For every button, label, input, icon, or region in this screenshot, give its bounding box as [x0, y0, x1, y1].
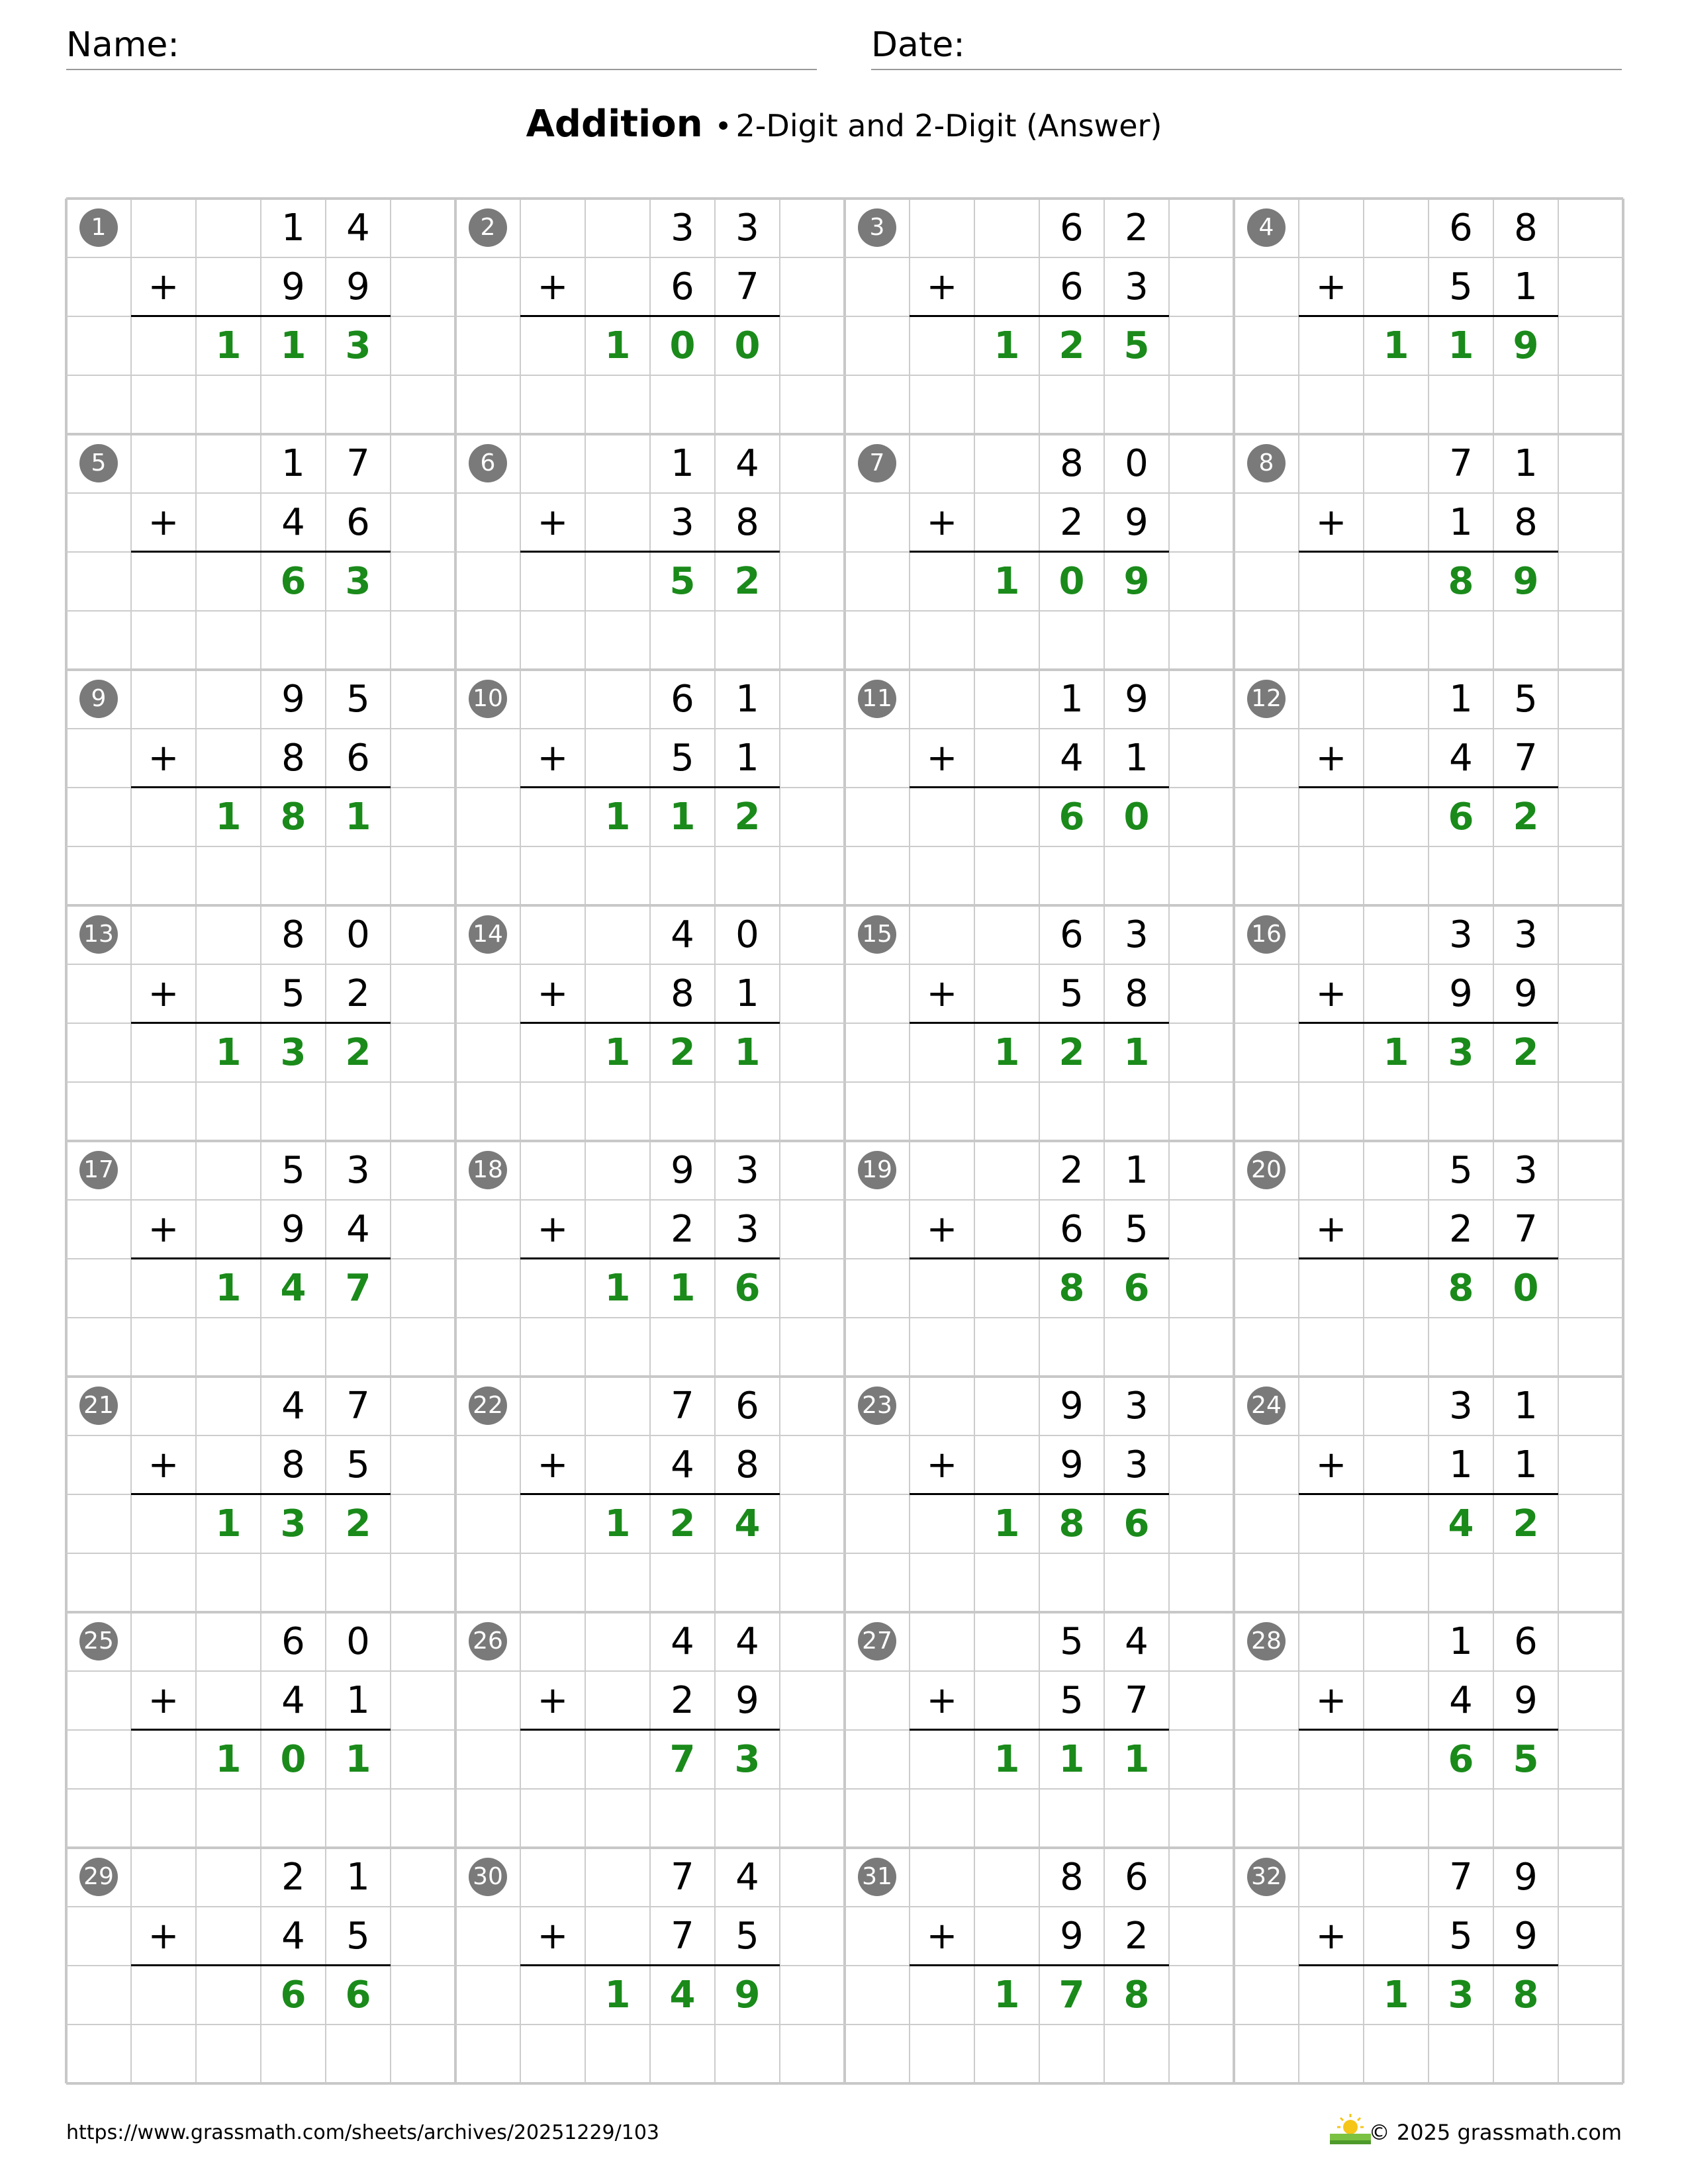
addend-bottom-digit: 9: [281, 265, 305, 308]
addend-bottom-digit: 3: [671, 501, 694, 544]
problem-number-badge: 15: [858, 915, 896, 954]
addend-top-digit: 4: [671, 1620, 694, 1663]
plus-sign: +: [926, 501, 958, 544]
answer-digit: 1: [604, 324, 631, 367]
answer-digit: 6: [280, 1974, 306, 2017]
addend-bottom-digit: 1: [735, 737, 759, 780]
addend-top-digit: 0: [346, 1620, 370, 1663]
plus-sign: +: [1315, 1679, 1347, 1722]
addend-top-digit: 6: [671, 678, 694, 721]
problem-number-badge: 11: [858, 680, 896, 718]
problem-number-badge: 7: [858, 444, 896, 482]
title-bullet: •: [714, 110, 732, 144]
footer-url[interactable]: https://www.grassmath.com/sheets/archives/20251229/103: [66, 2121, 660, 2144]
addend-top-digit: 1: [1449, 678, 1473, 721]
addend-top-digit: 1: [346, 1856, 370, 1899]
addend-bottom-digit: 9: [735, 1679, 759, 1722]
addend-top-digit: 6: [1125, 1856, 1149, 1899]
addend-top-digit: 3: [735, 1149, 759, 1192]
date-label: Date:: [871, 25, 965, 65]
answer-digit: 1: [215, 1267, 242, 1310]
problem-number-badge: 1: [79, 208, 118, 247]
plus-sign: +: [1315, 737, 1347, 780]
name-label: Name:: [66, 25, 179, 65]
addend-bottom-digit: 9: [1514, 1679, 1538, 1722]
answer-digit: 6: [1123, 1267, 1150, 1310]
addend-top-digit: 5: [346, 678, 370, 721]
addend-bottom-digit: 1: [346, 1679, 370, 1722]
addend-top-digit: 3: [1514, 1149, 1538, 1192]
problem-number-badge: 29: [79, 1858, 118, 1896]
answer-digit: 3: [1448, 1974, 1474, 2017]
answer-digit: 2: [669, 1502, 696, 1545]
answer-digit: 2: [734, 796, 761, 839]
addend-top-digit: 1: [281, 442, 305, 485]
addend-top-digit: 3: [671, 206, 694, 250]
problem-number-badge: 22: [469, 1387, 507, 1425]
addend-top-digit: 1: [281, 206, 305, 250]
addend-top-digit: 2: [1125, 206, 1149, 250]
addend-bottom-digit: 6: [1060, 1208, 1084, 1251]
plus-sign: +: [1315, 1443, 1347, 1486]
addend-bottom-digit: 8: [735, 1443, 759, 1486]
problem-number-badge: 17: [79, 1151, 118, 1189]
addend-top-digit: 5: [1514, 678, 1538, 721]
answer-digit: 1: [1383, 1974, 1409, 2017]
addend-bottom-digit: 9: [281, 1208, 305, 1251]
addend-bottom-digit: 6: [671, 265, 694, 308]
answer-digit: 5: [669, 560, 696, 603]
answer-digit: 1: [604, 1267, 631, 1310]
addend-bottom-digit: 1: [1514, 1443, 1538, 1486]
answer-digit: 8: [1513, 1974, 1539, 2017]
addend-bottom-digit: 8: [281, 1443, 305, 1486]
answer-digit: 1: [734, 1031, 761, 1074]
addend-bottom-digit: 4: [1060, 737, 1084, 780]
answer-digit: 1: [1058, 1738, 1085, 1781]
answer-digit: 3: [1448, 1031, 1474, 1074]
addend-bottom-digit: 5: [1125, 1208, 1149, 1251]
answer-digit: 0: [669, 324, 696, 367]
answer-digit: 2: [669, 1031, 696, 1074]
answer-digit: 1: [215, 1738, 242, 1781]
problem-number-badge: 21: [79, 1387, 118, 1425]
addend-bottom-digit: 1: [735, 972, 759, 1015]
plus-sign: +: [926, 972, 958, 1015]
problem-number-badge: 19: [858, 1151, 896, 1189]
addend-bottom-digit: 5: [735, 1915, 759, 1958]
addend-top-digit: 0: [735, 913, 759, 956]
answer-digit: 2: [1058, 1031, 1085, 1074]
answer-digit: 7: [345, 1267, 371, 1310]
problem-number-badge: 25: [79, 1622, 118, 1661]
answer-digit: 5: [1123, 324, 1150, 367]
answer-digit: 4: [280, 1267, 306, 1310]
plus-sign: +: [926, 1208, 958, 1251]
answer-digit: 8: [1058, 1267, 1085, 1310]
addend-bottom-digit: 1: [1449, 1443, 1473, 1486]
plus-sign: +: [537, 265, 569, 308]
answer-digit: 8: [1058, 1502, 1085, 1545]
addend-top-digit: 4: [671, 913, 694, 956]
addend-bottom-digit: 7: [1514, 1208, 1538, 1251]
addend-bottom-digit: 2: [671, 1208, 694, 1251]
answer-digit: 2: [1513, 1502, 1539, 1545]
addend-top-digit: 9: [671, 1149, 694, 1192]
plus-sign: +: [926, 1443, 958, 1486]
addend-bottom-digit: 5: [671, 737, 694, 780]
addend-top-digit: 4: [346, 206, 370, 250]
answer-digit: 1: [604, 796, 631, 839]
answer-digit: 7: [1058, 1974, 1085, 2017]
answer-digit: 1: [215, 796, 242, 839]
answer-digit: 9: [734, 1974, 761, 2017]
answer-digit: 8: [1448, 560, 1474, 603]
addend-top-digit: 3: [735, 206, 759, 250]
addend-bottom-digit: 8: [735, 501, 759, 544]
answer-digit: 1: [1383, 324, 1409, 367]
name-field[interactable]: [66, 24, 817, 70]
addend-bottom-digit: 9: [1060, 1443, 1084, 1486]
addend-top-digit: 2: [281, 1856, 305, 1899]
answer-digit: 2: [734, 560, 761, 603]
addend-bottom-digit: 5: [281, 972, 305, 1015]
addend-bottom-digit: 9: [1060, 1915, 1084, 1958]
problem-number-badge: 28: [1247, 1622, 1286, 1661]
addend-top-digit: 3: [1449, 913, 1473, 956]
addend-top-digit: 5: [281, 1149, 305, 1192]
addend-top-digit: 4: [735, 442, 759, 485]
plus-sign: +: [537, 1208, 569, 1251]
problem-number-badge: 26: [469, 1622, 507, 1661]
answer-digit: 2: [345, 1502, 371, 1545]
plus-sign: +: [926, 1679, 958, 1722]
addend-top-digit: 6: [1514, 1620, 1538, 1663]
addend-bottom-digit: 2: [346, 972, 370, 1015]
answer-digit: 6: [1448, 1738, 1474, 1781]
answer-digit: 7: [669, 1738, 696, 1781]
answer-digit: 3: [345, 560, 371, 603]
addend-bottom-digit: 4: [1449, 737, 1473, 780]
addend-top-digit: 6: [735, 1385, 759, 1428]
addend-top-digit: 4: [735, 1620, 759, 1663]
addend-top-digit: 1: [1060, 678, 1084, 721]
worksheet-title: [0, 103, 1688, 146]
plus-sign: +: [148, 501, 179, 544]
addend-bottom-digit: 7: [1514, 737, 1538, 780]
addend-bottom-digit: 2: [1125, 1915, 1149, 1958]
addend-bottom-digit: 5: [1060, 972, 1084, 1015]
answer-digit: 3: [280, 1502, 306, 1545]
addend-top-digit: 8: [281, 913, 305, 956]
addend-bottom-digit: 7: [671, 1915, 694, 1958]
addend-top-digit: 5: [1060, 1620, 1084, 1663]
addend-top-digit: 6: [281, 1620, 305, 1663]
plus-sign: +: [537, 737, 569, 780]
addend-bottom-digit: 4: [281, 501, 305, 544]
addend-top-digit: 4: [735, 1856, 759, 1899]
plus-sign: +: [1315, 972, 1347, 1015]
addend-top-digit: 6: [1060, 913, 1084, 956]
answer-digit: 4: [1448, 1502, 1474, 1545]
problem-number-badge: 8: [1247, 444, 1286, 482]
addend-top-digit: 7: [1449, 442, 1473, 485]
answer-digit: 4: [669, 1974, 696, 2017]
answer-digit: 1: [1123, 1738, 1150, 1781]
addend-bottom-digit: 1: [1125, 737, 1149, 780]
plus-sign: +: [926, 737, 958, 780]
problem-grid: [66, 199, 1623, 2083]
answer-digit: 1: [994, 1031, 1020, 1074]
answer-digit: 1: [215, 1502, 242, 1545]
answer-digit: 6: [280, 560, 306, 603]
answer-digit: 1: [994, 560, 1020, 603]
answer-digit: 2: [1513, 796, 1539, 839]
answer-digit: 6: [1448, 796, 1474, 839]
addend-top-digit: 9: [1125, 678, 1149, 721]
problem-number-badge: 18: [469, 1151, 507, 1189]
problem-number-badge: 5: [79, 444, 118, 482]
problem-number-badge: 23: [858, 1387, 896, 1425]
addend-top-digit: 4: [281, 1385, 305, 1428]
addend-top-digit: 3: [1125, 913, 1149, 956]
plus-sign: +: [148, 1915, 179, 1958]
problem-number-badge: 20: [1247, 1151, 1286, 1189]
problem-number-badge: 4: [1247, 208, 1286, 247]
answer-digit: 2: [1058, 324, 1085, 367]
answer-digit: 1: [604, 1502, 631, 1545]
plus-sign: +: [537, 1443, 569, 1486]
addend-top-digit: 7: [346, 442, 370, 485]
answer-digit: 2: [1513, 1031, 1539, 1074]
answer-digit: 9: [1513, 560, 1539, 603]
addend-top-digit: 1: [1449, 1620, 1473, 1663]
plus-sign: +: [1315, 265, 1347, 308]
answer-digit: 1: [994, 1974, 1020, 2017]
addend-top-digit: 9: [1060, 1385, 1084, 1428]
addend-bottom-digit: 5: [346, 1443, 370, 1486]
answer-digit: 4: [734, 1502, 761, 1545]
addend-bottom-digit: 4: [1449, 1679, 1473, 1722]
problem-number-badge: 3: [858, 208, 896, 247]
footer-copyright: © 2025 grassmath.com: [1368, 2120, 1622, 2145]
addend-top-digit: 1: [671, 442, 694, 485]
addend-top-digit: 1: [1514, 442, 1538, 485]
grass-sun-logo-icon: [1327, 2109, 1374, 2148]
problem-number-badge: 9: [79, 680, 118, 718]
answer-digit: 8: [1123, 1974, 1150, 2017]
addend-top-digit: 7: [1449, 1856, 1473, 1899]
problem-number-badge: 12: [1247, 680, 1286, 718]
answer-digit: 0: [1123, 796, 1150, 839]
answer-digit: 1: [1123, 1031, 1150, 1074]
answer-digit: 5: [1513, 1738, 1539, 1781]
plus-sign: +: [537, 1915, 569, 1958]
addend-bottom-digit: 5: [1449, 265, 1473, 308]
problem-number-badge: 14: [469, 915, 507, 954]
answer-digit: 1: [345, 1738, 371, 1781]
addend-top-digit: 0: [346, 913, 370, 956]
answer-digit: 1: [669, 796, 696, 839]
problem-number-badge: 2: [469, 208, 507, 247]
addend-top-digit: 7: [671, 1385, 694, 1428]
addend-bottom-digit: 8: [671, 972, 694, 1015]
addend-bottom-digit: 5: [1060, 1679, 1084, 1722]
addend-top-digit: 6: [1060, 206, 1084, 250]
problem-number-badge: 6: [469, 444, 507, 482]
addend-bottom-digit: 4: [281, 1679, 305, 1722]
addend-top-digit: 3: [346, 1149, 370, 1192]
addend-bottom-digit: 8: [1125, 972, 1149, 1015]
answer-digit: 1: [215, 1031, 242, 1074]
addend-bottom-digit: 6: [346, 737, 370, 780]
plus-sign: +: [148, 737, 179, 780]
addend-top-digit: 0: [1125, 442, 1149, 485]
problem-number-badge: 10: [469, 680, 507, 718]
addend-bottom-digit: 4: [671, 1443, 694, 1486]
addend-bottom-digit: 1: [1514, 265, 1538, 308]
plus-sign: +: [537, 501, 569, 544]
answer-digit: 1: [345, 796, 371, 839]
answer-digit: 8: [1448, 1267, 1474, 1310]
addend-bottom-digit: 6: [346, 501, 370, 544]
problem-number-badge: 13: [79, 915, 118, 954]
addend-bottom-digit: 3: [735, 1208, 759, 1251]
addend-top-digit: 9: [1514, 1856, 1538, 1899]
addend-top-digit: 1: [735, 678, 759, 721]
answer-digit: 0: [1058, 560, 1085, 603]
grid-line-horizontal: [66, 2082, 1623, 2085]
addend-bottom-digit: 2: [1449, 1208, 1473, 1251]
addend-top-digit: 7: [346, 1385, 370, 1428]
problem-number-badge: 32: [1247, 1858, 1286, 1896]
addend-top-digit: 4: [1125, 1620, 1149, 1663]
plus-sign: +: [926, 265, 958, 308]
answer-digit: 1: [994, 1738, 1020, 1781]
answer-digit: 1: [669, 1267, 696, 1310]
answer-digit: 2: [345, 1031, 371, 1074]
addend-bottom-digit: 9: [1514, 972, 1538, 1015]
title-subtitle: 2-Digit and 2-Digit (Answer): [735, 108, 1162, 144]
addend-bottom-digit: 8: [1514, 501, 1538, 544]
addend-bottom-digit: 7: [1125, 1679, 1149, 1722]
addend-bottom-digit: 1: [1449, 501, 1473, 544]
date-field[interactable]: [871, 24, 1622, 70]
addend-bottom-digit: 3: [1125, 265, 1149, 308]
answer-digit: 0: [1513, 1267, 1539, 1310]
plus-sign: +: [148, 265, 179, 308]
addend-top-digit: 1: [1125, 1149, 1149, 1192]
answer-digit: 1: [994, 324, 1020, 367]
plus-sign: +: [148, 1208, 179, 1251]
answer-digit: 9: [1513, 324, 1539, 367]
plus-sign: +: [1315, 1915, 1347, 1958]
problem-number-badge: 27: [858, 1622, 896, 1661]
answer-digit: 0: [280, 1738, 306, 1781]
addend-top-digit: 3: [1449, 1385, 1473, 1428]
addend-top-digit: 8: [1060, 1856, 1084, 1899]
addend-top-digit: 3: [1125, 1385, 1149, 1428]
answer-digit: 0: [734, 324, 761, 367]
addend-bottom-digit: 9: [1449, 972, 1473, 1015]
answer-digit: 6: [734, 1267, 761, 1310]
title-main: Addition: [526, 103, 703, 146]
addend-bottom-digit: 2: [1060, 501, 1084, 544]
addend-bottom-digit: 8: [281, 737, 305, 780]
plus-sign: +: [926, 1915, 958, 1958]
addend-top-digit: 9: [281, 678, 305, 721]
answer-digit: 3: [345, 324, 371, 367]
addend-bottom-digit: 7: [735, 265, 759, 308]
addend-top-digit: 7: [671, 1856, 694, 1899]
answer-digit: 1: [604, 1974, 631, 2017]
answer-digit: 6: [345, 1974, 371, 2017]
problem-number-badge: 16: [1247, 915, 1286, 954]
addend-bottom-digit: 4: [346, 1208, 370, 1251]
addend-top-digit: 5: [1449, 1149, 1473, 1192]
plus-sign: +: [1315, 1208, 1347, 1251]
addend-bottom-digit: 5: [346, 1915, 370, 1958]
answer-digit: 3: [734, 1738, 761, 1781]
addend-bottom-digit: 6: [1060, 265, 1084, 308]
plus-sign: +: [537, 1679, 569, 1722]
addend-bottom-digit: 9: [346, 265, 370, 308]
answer-digit: 1: [1448, 324, 1474, 367]
addend-bottom-digit: 9: [1514, 1915, 1538, 1958]
answer-digit: 6: [1058, 796, 1085, 839]
answer-digit: 1: [215, 324, 242, 367]
addend-bottom-digit: 9: [1125, 501, 1149, 544]
addend-bottom-digit: 3: [1125, 1443, 1149, 1486]
plus-sign: +: [148, 972, 179, 1015]
problem-number-badge: 31: [858, 1858, 896, 1896]
addend-top-digit: 8: [1060, 442, 1084, 485]
answer-digit: 9: [1123, 560, 1150, 603]
answer-digit: 1: [994, 1502, 1020, 1545]
addend-bottom-digit: 5: [1449, 1915, 1473, 1958]
answer-digit: 3: [280, 1031, 306, 1074]
addend-top-digit: 6: [1449, 206, 1473, 250]
addend-bottom-digit: 4: [281, 1915, 305, 1958]
plus-sign: +: [537, 972, 569, 1015]
plus-sign: +: [148, 1679, 179, 1722]
problem-number-badge: 30: [469, 1858, 507, 1896]
addend-top-digit: 8: [1514, 206, 1538, 250]
plus-sign: +: [1315, 501, 1347, 544]
answer-digit: 6: [1123, 1502, 1150, 1545]
answer-digit: 1: [280, 324, 306, 367]
addend-top-digit: 3: [1514, 913, 1538, 956]
answer-digit: 1: [604, 1031, 631, 1074]
addend-top-digit: 2: [1060, 1149, 1084, 1192]
problem-number-badge: 24: [1247, 1387, 1286, 1425]
answer-digit: 1: [1383, 1031, 1409, 1074]
answer-digit: 8: [280, 796, 306, 839]
plus-sign: +: [148, 1443, 179, 1486]
addend-bottom-digit: 2: [671, 1679, 694, 1722]
addend-top-digit: 1: [1514, 1385, 1538, 1428]
